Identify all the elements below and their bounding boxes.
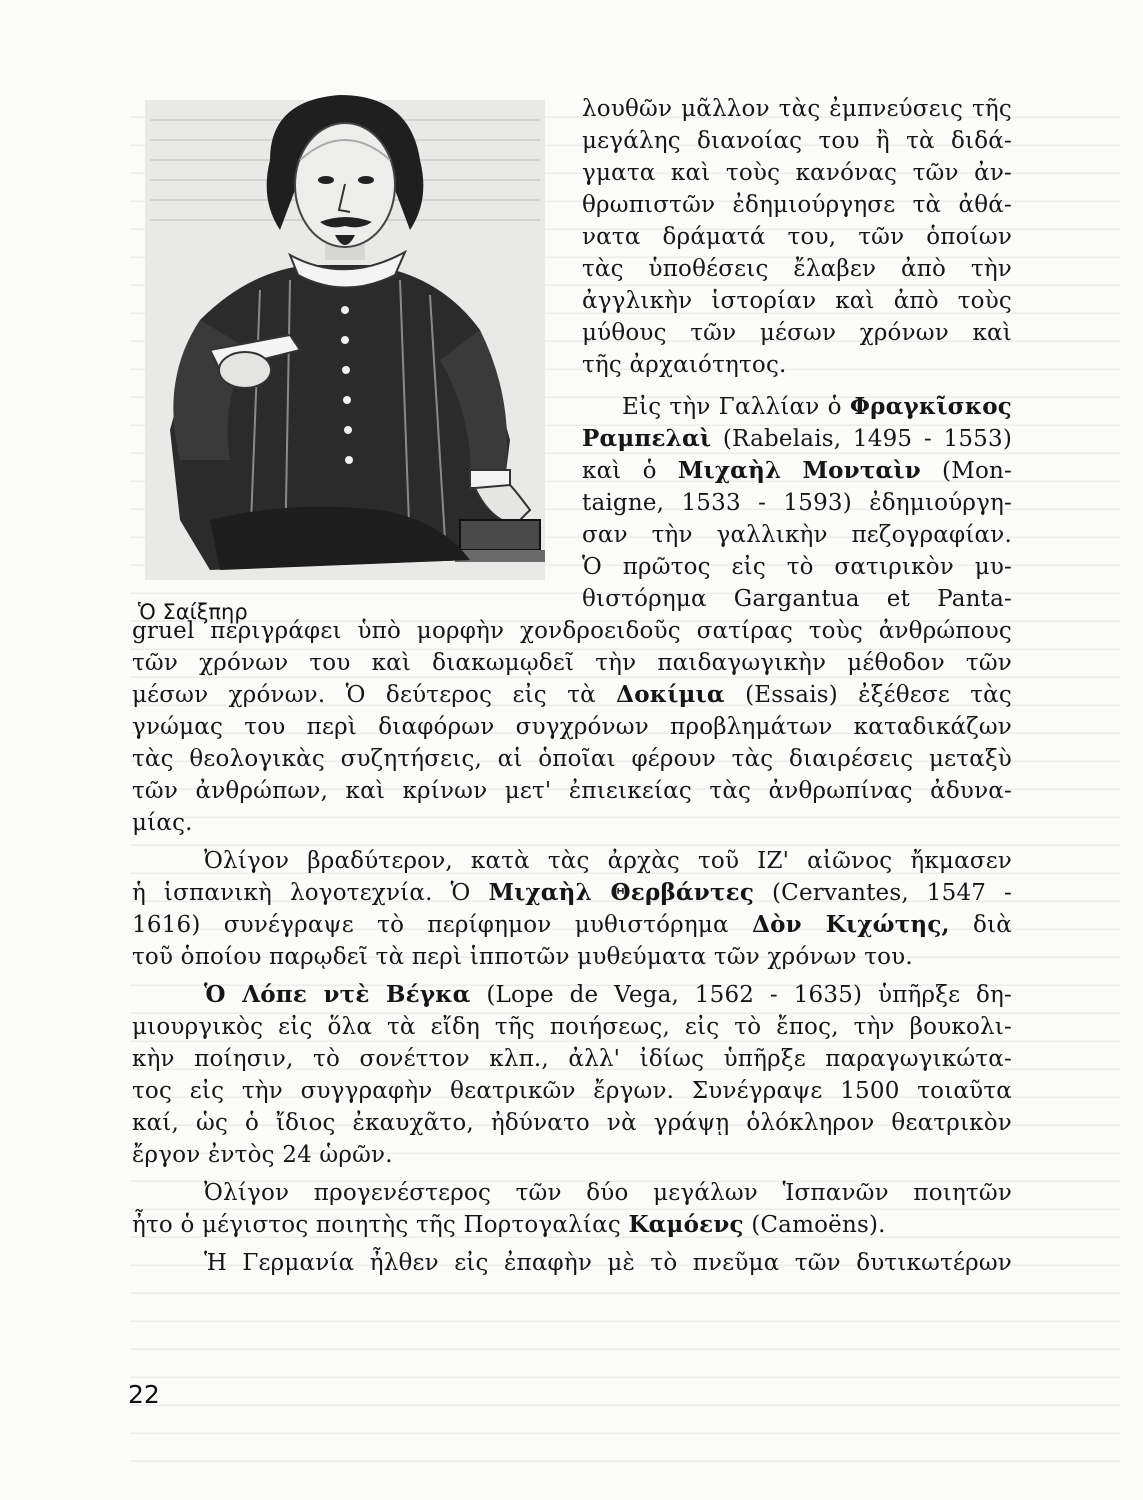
text-line [622, 392, 1012, 422]
text-line: μίας. [132, 810, 193, 836]
bold-name: Μιχαὴλ [677, 457, 782, 484]
text-line: Ὁ πρῶτος εἰς τὸ σατιρικὸν μυ- [582, 554, 1012, 580]
bold-name: Μιχαὴλ Θερβάντες [488, 879, 755, 906]
text-line: καί, ὡς ὁ ἴδιος ἐκαυχᾶτο, ἠδύνατο νὰ γράψῃ ὁλόκληρον θεατρικὸν [132, 1110, 1012, 1136]
text-line: μεγάλης διανοίας του ἢ τὰ διδά- [582, 128, 1012, 154]
text-segment: (Lope de Vega, 1562 - 1635) ὑπῆρξε δη- [486, 982, 1013, 1008]
text-line: σαν τὴν γαλλικὴν πεζογραφίαν. [582, 522, 1012, 548]
text-line: μιουργικὸς εἰς ὅλα τὰ εἴδη τῆς ποιήσεως, εἰς τὸ ἔπος, τὴν βουκολι- [132, 1014, 1012, 1040]
text-line: τὰς ὑποθέσεις ἔλαβεν ἀπὸ τὴν [582, 256, 1012, 282]
text-line: ἀγγλικὴν ἱστορίαν καὶ ἀπὸ τοὺς [582, 288, 1012, 314]
text-segment: (Essais) ἐξέθεσε τὰς [745, 682, 1012, 708]
portrait-caption: Ὁ Σαίξπηρ [138, 600, 248, 624]
text-line [132, 1210, 1012, 1240]
bold-name: Φραγκῖσκος [849, 393, 1012, 420]
text-segment: καὶ ὁ [582, 458, 657, 484]
bold-name: Μονταὶν [802, 457, 921, 484]
bold-name: Ραμπελαὶ [582, 425, 712, 452]
text-segment: (Camoëns). [751, 1212, 886, 1238]
text-segment: ἦτο ὁ μέγιστος ποιητὴς τῆς Πορτογαλίας [132, 1212, 621, 1238]
text-line: taigne, 1533 - 1593) ἐδημιούργη- [582, 490, 1012, 516]
text-line: ἔργον ἐντὸς 24 ὡρῶν. [132, 1142, 393, 1168]
text-line: τὰς θεολογικὰς συζητήσεις, αἱ ὁποῖαι φέρουν τὰς διαιρέσεις μεταξὺ [132, 746, 1012, 772]
text-line: νατα δράματά του, τῶν ὁποίων [582, 224, 1012, 250]
text-line: Ὀλίγον βραδύτερον, κατὰ τὰς ἀρχὰς τοῦ ΙΖ' αἰῶνος ἤκμασεν [204, 848, 1012, 874]
text-line: μύθους τῶν μέσων χρόνων καὶ [582, 320, 1012, 346]
text-segment: ἡ ἱσπανικὴ λογοτεχνία. Ὁ [132, 880, 471, 906]
text-line: θρωπιστῶν ἐδημιούργησε τὰ ἀθά- [582, 192, 1012, 218]
text-segment: 1616) συνέγραψε τὸ περίφημον μυθιστόρημα [132, 912, 729, 938]
text-segment: (Mon- [942, 458, 1012, 484]
text-line [582, 456, 1012, 486]
text-line [132, 878, 1012, 908]
text-line: λουθῶν μᾶλλον τὰς ἐμπνεύσεις τῆς [582, 96, 1012, 122]
text-line: τος εἰς τὴν συγγραφὴν θεατρικῶν ἔργων. Συνέγραψε 1500 τοιαῦτα [132, 1078, 1012, 1104]
shakespeare-portrait [140, 80, 550, 580]
text-segment: Εἰς τὴν Γαλλίαν ὁ [622, 394, 842, 420]
text-line: τοῦ ὁποίου παρῳδεῖ τὰ περὶ ἱπποτῶν μυθεύματα τῶν χρόνων του. [132, 944, 913, 970]
bold-name: Δὸν Κιχώτης, [752, 911, 950, 938]
text-line [132, 910, 1012, 940]
text-line: τῆς ἀρχαιότητος. [582, 352, 787, 378]
text-line [204, 980, 1012, 1010]
text-line: gruel περιγράφει ὑπὸ μορφὴν χονδροειδοῦς σατίρας τοὺς ἀνθρώπους [132, 618, 1012, 644]
text-line: τῶν ἀνθρώπων, καὶ κρίνων μετ' ἐπιεικείας τὰς ἀνθρωπίνας ἀδυνα- [132, 778, 1012, 804]
text-line: κὴν ποίησιν, τὸ σονέττον κλπ., ἀλλ' ἰδίως ὑπῆρξε παραγωγικώτα- [132, 1046, 1012, 1072]
text-line [132, 680, 1012, 710]
text-line: γνώμας του περὶ διαφόρων συγχρόνων προβλημάτων καταδικάζων [132, 714, 1012, 740]
text-line: τῶν χρόνων του καὶ διακωμῳδεῖ τὴν παιδαγωγικὴν μέθοδον τῶν [132, 650, 1012, 676]
bold-name: Δοκίμια [616, 681, 725, 708]
bold-name: Καμόενς [628, 1211, 744, 1238]
text-line: Ἡ Γερμανία ἦλθεν εἰς ἐπαφὴν μὲ τὸ πνεῦμα τῶν δυτικωτέρων [204, 1250, 1012, 1276]
text-segment: (Cervantes, 1547 - [771, 880, 1013, 906]
text-line: γματα καὶ τοὺς κανόνας τῶν ἀν- [582, 160, 1012, 186]
text-line: θιστόρημα Gargantua et Panta- [582, 586, 1012, 612]
text-line [582, 424, 1012, 454]
text-line: Ὀλίγον προγενέστερος τῶν δύο μεγάλων Ἱσπανῶν ποιητῶν [204, 1180, 1012, 1206]
text-segment: μέσων χρόνων. Ὁ δεύτερος εἰς τὰ [132, 682, 596, 708]
text-segment: (Rabelais, 1495 - 1553) [722, 426, 1013, 452]
bold-name: Ὁ Λόπε ντὲ Βέγκα [204, 981, 471, 1008]
text-segment: διὰ [973, 912, 1013, 938]
page-number: 22 [128, 1380, 160, 1409]
